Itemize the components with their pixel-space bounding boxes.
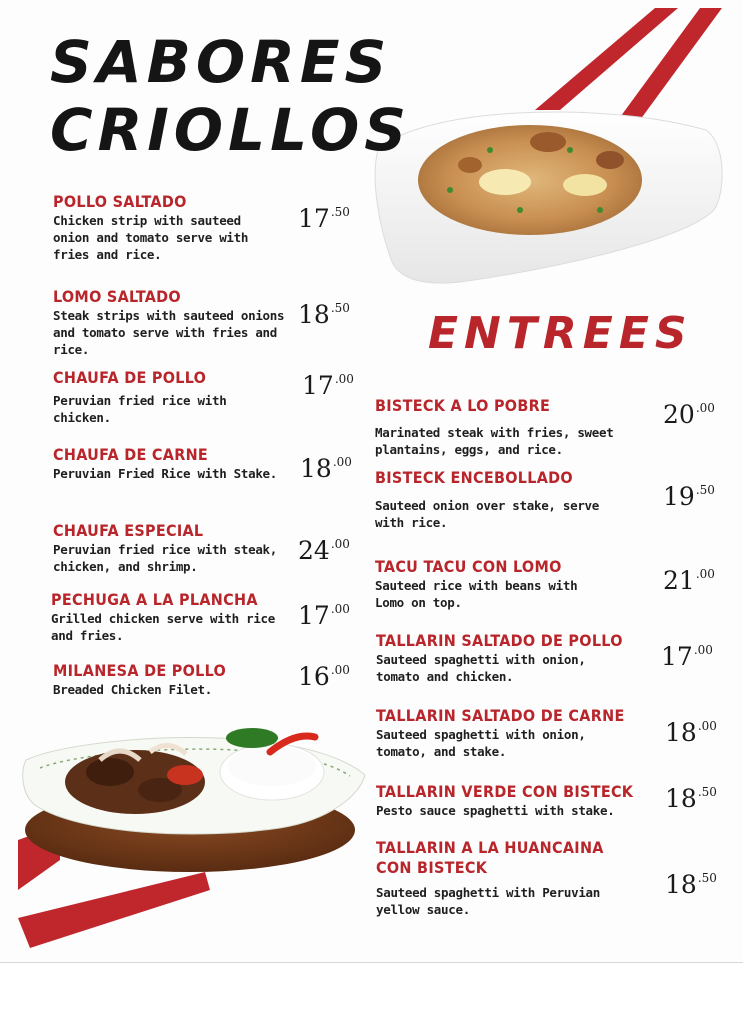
menu-item-chaufa-de-pollo (53, 368, 283, 426)
item-price: $18^{.50}$ (665, 870, 717, 899)
item-description: Pesto sauce spaghetti with stake. (376, 803, 615, 818)
item-name: CHAUFA DE POLLO (53, 368, 207, 387)
item-name: MILANESA DE POLLO (53, 661, 227, 680)
menu-item-chaufa-de-carne (53, 445, 283, 482)
item-description: Grilled chicken serve with rice and fries. (51, 611, 275, 643)
item-name: TACU TACU CON LOMO (375, 557, 562, 576)
menu-item-tallarin-saltado-de-carne (376, 706, 636, 760)
item-price: $18^{.00}$ (665, 718, 717, 747)
menu-item-bisteck-a-lo-pobre (375, 396, 625, 458)
entrees-title: ENTREES (428, 308, 693, 359)
menu-item-lomo-saltado (53, 287, 285, 358)
item-name: TALLARIN A LA HUANCAINA CON BISTECK (376, 838, 604, 877)
item-name: CHAUFA ESPECIAL (53, 521, 204, 540)
item-price: $17^{.00}$ (661, 642, 713, 671)
menu-item-tallarin-a-la-huancaina (376, 838, 606, 918)
page-bottom-margin (0, 962, 743, 1024)
menu-item-tallarin-saltado-de-pollo (376, 631, 636, 685)
item-name: TALLARIN SALTADO DE POLLO (376, 631, 623, 650)
item-description: Peruvian fried rice with chicken. (53, 393, 227, 425)
menu-item-chaufa-especial (53, 521, 288, 575)
item-price: $17^{.00}$ (298, 601, 350, 630)
item-description: Steak strips with sauteed onions and tomato serve with fries and rice. (53, 308, 285, 357)
title-line-2: CRIOLLOS (50, 96, 412, 164)
item-description: Peruvian fried rice with steak, chicken, and shrimp. (53, 542, 277, 574)
item-description: Chicken strip with sauteed onion and tomato serve with fries and rice. (53, 213, 249, 262)
menu-item-tallarin-verde-con-bisteck (376, 782, 646, 819)
item-price: $17^{.50}$ (298, 204, 350, 233)
item-description: Sauteed spaghetti with Peruvian yellow sauce. (376, 885, 600, 917)
item-price: $18^{.50}$ (298, 300, 350, 329)
item-price: $16^{.00}$ (298, 662, 350, 691)
menu-item-pechuga-a-la-plancha (51, 590, 283, 644)
item-price: $18^{.50}$ (665, 784, 717, 813)
title-line-1: SABORES (50, 28, 392, 96)
item-price: $18^{.00}$ (300, 454, 352, 483)
item-name: PECHUGA A LA PLANCHA (51, 590, 258, 609)
item-name: BISTECK ENCEBOLLADO (375, 468, 573, 487)
item-price: $20^{.00}$ (663, 400, 715, 429)
item-description: Breaded Chicken Filet. (53, 682, 212, 697)
item-price: $24^{.00}$ (298, 536, 350, 565)
item-price: $21^{.00}$ (663, 566, 715, 595)
item-description: Marinated steak with fries, sweet plantains, eggs, and rice. (375, 425, 614, 457)
item-description: Sauteed rice with beans with Lomo on top. (375, 578, 578, 610)
item-price: $19^{.50}$ (663, 482, 715, 511)
item-name: BISTECK A LO POBRE (375, 396, 551, 415)
menu-item-bisteck-encebollado (375, 468, 625, 531)
item-description: Sauteed spaghetti with onion, tomato, and stake. (376, 727, 586, 759)
item-name: TALLARIN SALTADO DE CARNE (376, 706, 625, 725)
item-name: POLLO SALTADO (53, 192, 187, 211)
item-name: CHAUFA DE CARNE (53, 445, 209, 464)
item-description: Peruvian Fried Rice with Stake. (53, 466, 277, 481)
item-name: TALLARIN VERDE CON BISTECK (376, 782, 634, 801)
menu-item-milanesa-de-pollo (53, 661, 288, 698)
item-name: LOMO SALTADO (53, 287, 181, 306)
menu-item-tacu-tacu-con-lomo (375, 557, 605, 611)
item-description: Sauteed onion over stake, serve with rice. (375, 498, 599, 530)
item-description: Sauteed spaghetti with onion, tomato and chicken. (376, 652, 586, 684)
item-price: $17^{.00}$ (302, 371, 354, 400)
menu-item-pollo-saltado (53, 192, 283, 263)
